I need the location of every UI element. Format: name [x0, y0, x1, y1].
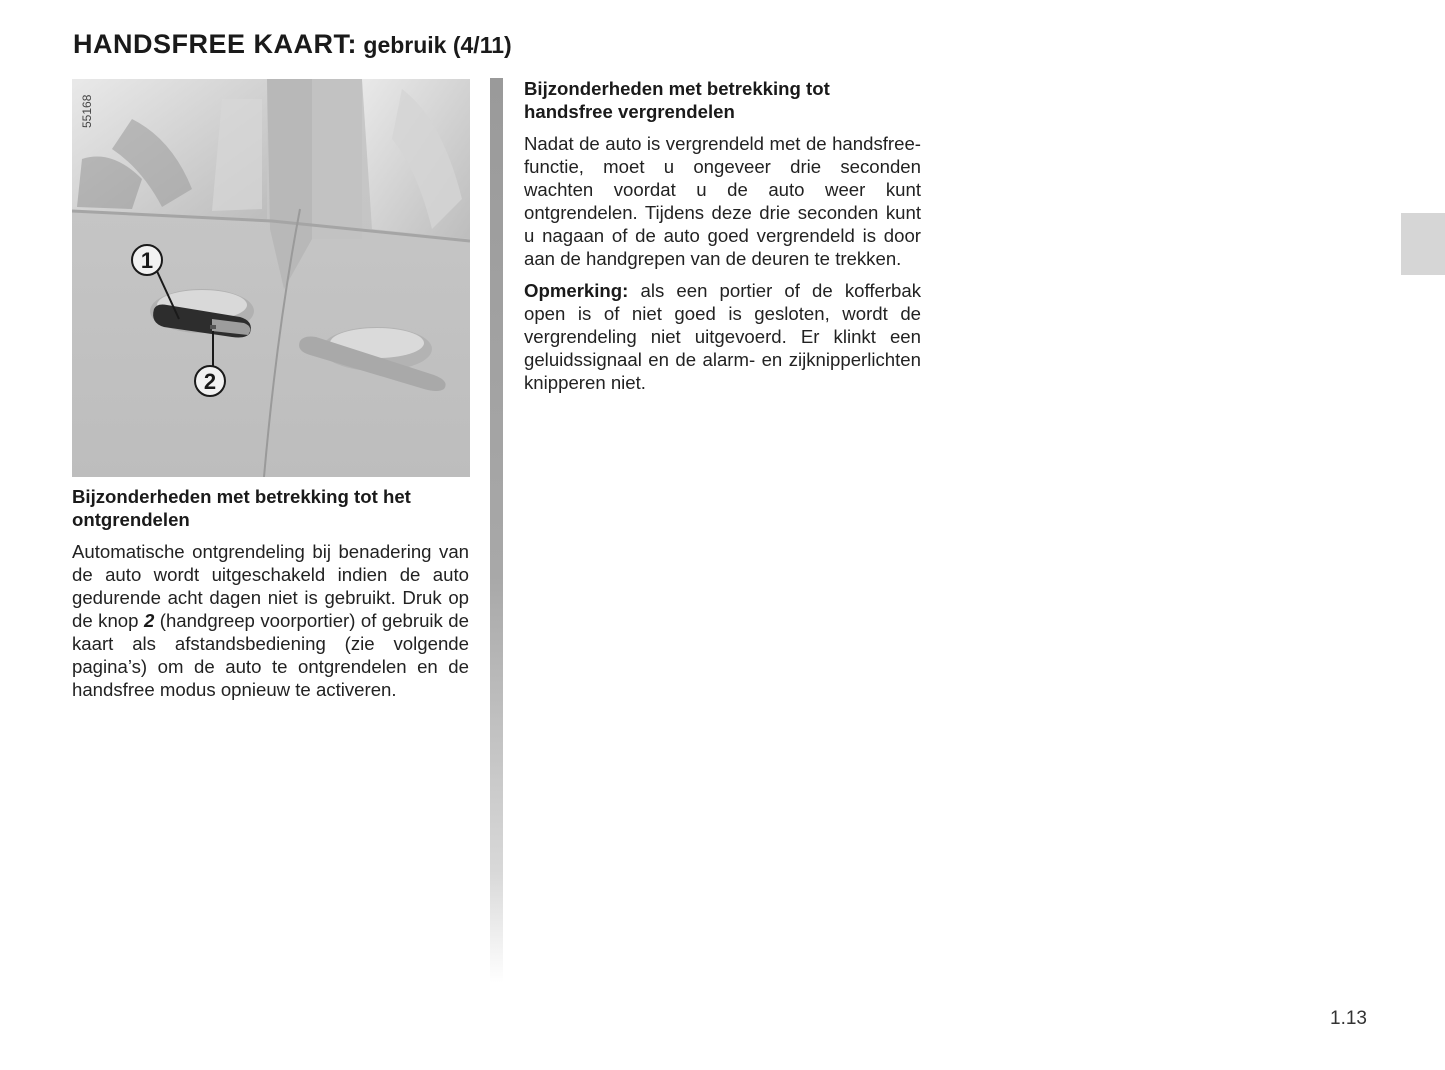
callout-2: 2	[203, 369, 217, 394]
note-paragraph	[524, 279, 921, 394]
button-reference: 2	[143, 610, 155, 631]
note-label: Opmerking:	[524, 280, 629, 301]
left-column	[72, 485, 469, 710]
car-door-photo	[72, 79, 470, 477]
locking-heading: Bijzonderheden met betrekking tot handsfree vergrendelen	[524, 78, 830, 122]
figure-number: 55168	[80, 94, 94, 128]
page-number: 1.13	[1330, 1008, 1367, 1029]
page-title-sub: gebruik (4/11)	[357, 32, 512, 58]
locking-paragraph: Nadat de auto is vergrendeld met de handsfree-functie, moet u ongeveer drie seconden wachten voordat u de auto weer kunt ontgrendelen. Tijdens deze drie seconden kunt u nagaan of de auto goed vergrendeld is door aan de handgrepen van de deuren te trekken.	[524, 133, 921, 269]
unlocking-paragraph	[72, 540, 469, 701]
note-text: als een portier of de kofferbak open is of niet goed is gesloten, wordt de vergrendeling niet uitgevoerd. Er klinkt een geluidssignaal en de alarm- en zijknipperlichten knipperen niet.	[524, 280, 921, 393]
car-door-handle-illustration	[72, 79, 470, 477]
page-title-main: HANDSFREE KAART:	[73, 29, 357, 59]
unlocking-text-end: (handgreep voorportier) of gebruik de kaart als afstandsbediening (zie volgende pagina’s) om de auto te ontgrendelen en de handsfree modus opnieuw te activeren.	[72, 610, 469, 700]
page-title	[73, 24, 512, 61]
unlocking-heading: Bijzonderheden met betrekking tot het ontgrendelen	[72, 486, 411, 530]
chapter-tab-marker	[1401, 213, 1445, 275]
callout-1: 1	[140, 248, 154, 273]
column-divider	[490, 78, 503, 983]
unlocking-text-start: Automatische ontgrendeling bij benadering van de auto wordt uitgeschakeld indien de auto gedurende acht dagen niet is gebruikt. Druk op de knop	[72, 541, 469, 631]
right-column	[524, 77, 921, 403]
